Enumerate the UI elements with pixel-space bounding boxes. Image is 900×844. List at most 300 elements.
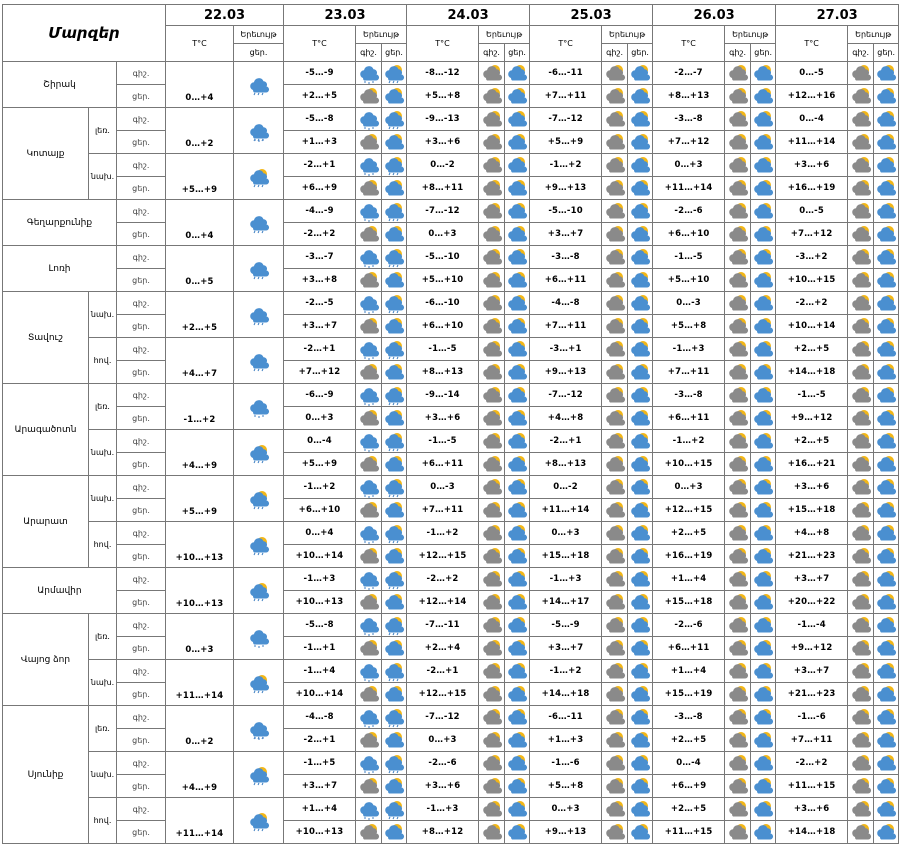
sun-cloud-icon (383, 545, 405, 567)
tod-day-header: ցեր. (382, 44, 407, 62)
grey-cloud-icon (358, 821, 380, 843)
snow-cloud-icon (358, 522, 380, 544)
sun-cloud-icon (629, 407, 651, 429)
temp-value: +9…+12 (776, 407, 848, 430)
temp-value: +10…+14 (284, 683, 356, 706)
sun-cloud-icon (506, 361, 528, 383)
sun-cloud-icon (629, 683, 651, 705)
tod-day-label: ցեր. (117, 269, 166, 292)
grey-cloud-icon (481, 430, 503, 452)
temp-value: -7…-11 (407, 614, 479, 637)
grey-cloud-icon (481, 545, 503, 567)
grey-cloud-icon (481, 522, 503, 544)
sun-rain-icon (382, 614, 407, 637)
subregion-name: լեռ. (89, 614, 117, 660)
phenomenon-column-header: Երեւույթ (848, 26, 899, 44)
sun-cloud-icon (874, 660, 899, 683)
grey-cloud-icon (604, 223, 626, 245)
grey-cloud-icon (602, 614, 628, 637)
grey-cloud-icon (725, 361, 751, 384)
sun-cloud-icon (628, 430, 653, 453)
grey-cloud-icon (479, 131, 505, 154)
sun-cloud-icon (506, 292, 528, 314)
grey-cloud-icon (356, 591, 382, 614)
sun-cloud-icon (505, 246, 530, 269)
grey-cloud-icon (602, 62, 628, 85)
sun-cloud-icon (506, 476, 528, 498)
sun-cloud-icon (629, 269, 651, 291)
sun-cloud-icon (382, 637, 407, 660)
grey-cloud-icon (725, 614, 751, 637)
sun-cloud-icon (628, 269, 653, 292)
temp-value: +12…+16 (776, 85, 848, 108)
grey-cloud-icon (479, 591, 505, 614)
sun-cloud-icon (751, 315, 776, 338)
grey-cloud-icon (727, 200, 749, 222)
grey-cloud-icon (604, 522, 626, 544)
rain-cloud-icon (234, 292, 284, 338)
grey-cloud-icon (604, 499, 626, 521)
temp-value: -1…+2 (284, 476, 356, 499)
sun-cloud-icon (628, 614, 653, 637)
grey-cloud-icon (850, 292, 872, 314)
sun-cloud-icon (383, 499, 405, 521)
grey-cloud-icon (727, 729, 749, 751)
grey-cloud-icon (479, 200, 505, 223)
grey-cloud-icon (602, 361, 628, 384)
grey-cloud-icon (481, 706, 503, 728)
sun-cloud-icon (506, 614, 528, 636)
grey-cloud-icon (848, 568, 874, 591)
temp-value: -2…+2 (284, 223, 356, 246)
temp-value: -7…-12 (530, 384, 602, 407)
tod-night-header: գիշ. (848, 44, 874, 62)
sleet-cloud-icon (234, 108, 284, 154)
grey-cloud-icon (604, 269, 626, 291)
grey-cloud-icon (358, 545, 380, 567)
subregion-name: նախ. (89, 660, 117, 706)
temp-value: -4…-8 (284, 706, 356, 729)
sun-cloud-icon (875, 637, 897, 659)
grey-cloud-icon (602, 85, 628, 108)
grey-cloud-icon (725, 384, 751, 407)
sun-rain-icon (383, 338, 405, 360)
sun-cloud-icon (505, 706, 530, 729)
grey-cloud-icon (604, 338, 626, 360)
sun-cloud-icon (751, 568, 776, 591)
snow-cloud-icon (358, 338, 380, 360)
snow-cloud-icon (356, 752, 382, 775)
sleet-cloud-icon (234, 706, 284, 752)
grey-cloud-icon (602, 476, 628, 499)
grey-cloud-icon (479, 384, 505, 407)
snow-cloud-icon (356, 568, 382, 591)
temp-value: +2…+5 (653, 729, 725, 752)
sun-cloud-icon (628, 62, 653, 85)
sun-cloud-icon (752, 223, 774, 245)
temp-value: 0…+3 (530, 522, 602, 545)
sun-cloud-icon (628, 775, 653, 798)
sun-cloud-icon (505, 545, 530, 568)
temp-value: +6…+10 (407, 315, 479, 338)
sun-cloud-icon (506, 154, 528, 176)
tod-night-label: գիշ. (117, 430, 166, 453)
date-header: 27.03 (776, 5, 899, 26)
regions-header: Մարզեր (3, 5, 166, 62)
sun-cloud-icon (628, 200, 653, 223)
temp-value: 0…+2 (166, 108, 234, 154)
grey-cloud-icon (850, 752, 872, 774)
temp-value: 0…+3 (530, 798, 602, 821)
sun-cloud-icon (628, 223, 653, 246)
sun-cloud-icon (506, 62, 528, 84)
grey-cloud-icon (850, 223, 872, 245)
tod-night-header: գիշ. (479, 44, 505, 62)
grey-cloud-icon (479, 775, 505, 798)
grey-cloud-icon (479, 85, 505, 108)
sun-cloud-icon (875, 614, 897, 636)
grey-cloud-icon (848, 660, 874, 683)
temp-value: -3…-8 (653, 706, 725, 729)
sun-cloud-icon (629, 821, 651, 843)
grey-cloud-icon (604, 568, 626, 590)
sun-rain-icon (382, 154, 407, 177)
tod-day-label: ցեր. (117, 407, 166, 430)
grey-cloud-icon (725, 407, 751, 430)
sun-rain-icon (383, 62, 405, 84)
grey-cloud-icon (725, 85, 751, 108)
sun-cloud-icon (875, 384, 897, 406)
temp-value: -3…-8 (653, 384, 725, 407)
temp-value: 0…-4 (284, 430, 356, 453)
sun-rain-icon (383, 108, 405, 130)
sun-cloud-icon (506, 338, 528, 360)
grey-cloud-icon (481, 85, 503, 107)
sun-cloud-icon (506, 706, 528, 728)
sun-cloud-icon (382, 545, 407, 568)
sun-cloud-icon (752, 614, 774, 636)
sun-cloud-icon (382, 85, 407, 108)
grey-cloud-icon (481, 131, 503, 153)
region-name: Արմավիր (3, 568, 117, 614)
sun-cloud-icon (383, 361, 405, 383)
tod-night-label: գիշ. (117, 200, 166, 223)
sun-cloud-icon (875, 706, 897, 728)
sun-rain-icon (383, 568, 405, 590)
snow-cloud-icon (358, 706, 380, 728)
temp-value: -2…-6 (653, 614, 725, 637)
sun-cloud-icon (506, 660, 528, 682)
sun-cloud-icon (874, 85, 899, 108)
snow-cloud-icon (358, 62, 380, 84)
tod-day-label: ցեր. (117, 453, 166, 476)
sun-cloud-icon (629, 200, 651, 222)
temp-value: -1…+1 (284, 637, 356, 660)
subregion-name: հով. (89, 338, 117, 384)
grey-cloud-icon (358, 407, 380, 429)
grey-cloud-icon (602, 108, 628, 131)
phenomenon-column-header: Երեւույթ (356, 26, 407, 44)
sun-cloud-icon (505, 269, 530, 292)
temp-value: -3…+1 (530, 338, 602, 361)
sun-cloud-icon (751, 177, 776, 200)
sun-cloud-icon (874, 223, 899, 246)
sun-cloud-icon (628, 131, 653, 154)
temp-value: +5…+9 (284, 453, 356, 476)
sun-rain-icon (382, 292, 407, 315)
temp-value: +15…+18 (530, 545, 602, 568)
sun-cloud-icon (505, 499, 530, 522)
grey-cloud-icon (727, 453, 749, 475)
grey-cloud-icon (481, 637, 503, 659)
grey-cloud-icon (479, 292, 505, 315)
temp-value: 0…-2 (407, 154, 479, 177)
temp-value: +5…+9 (166, 476, 234, 522)
region-name: Արարատ (3, 476, 89, 568)
sun-cloud-icon (629, 384, 651, 406)
grey-cloud-icon (727, 706, 749, 728)
temp-value: +10…+14 (284, 545, 356, 568)
temp-value: +3…+6 (407, 775, 479, 798)
temp-column-header: T°C (166, 26, 234, 62)
grey-cloud-icon (604, 476, 626, 498)
grey-cloud-icon (850, 798, 872, 820)
tod-night-label: գիշ. (117, 798, 166, 821)
sun-cloud-icon (505, 568, 530, 591)
sun-cloud-icon (751, 545, 776, 568)
grey-cloud-icon (848, 154, 874, 177)
temp-column-header: T°C (407, 26, 479, 62)
sun-cloud-icon (752, 775, 774, 797)
snow-cloud-icon (358, 798, 380, 820)
sun-cloud-icon (875, 338, 897, 360)
grey-cloud-icon (848, 453, 874, 476)
grey-cloud-icon (850, 476, 872, 498)
sun-cloud-icon (506, 499, 528, 521)
sun-cloud-icon (752, 798, 774, 820)
sun-cloud-icon (875, 154, 897, 176)
sun-cloud-icon (874, 154, 899, 177)
temp-value: +12…+14 (407, 591, 479, 614)
tod-day-label: ցեր. (117, 85, 166, 108)
grey-cloud-icon (725, 522, 751, 545)
sun-cloud-icon (628, 292, 653, 315)
sun-cloud-icon (874, 568, 899, 591)
sun-cloud-icon (875, 499, 897, 521)
temp-value: -5…-9 (284, 62, 356, 85)
grey-cloud-icon (604, 200, 626, 222)
grey-cloud-icon (727, 568, 749, 590)
temp-value: +5…+9 (530, 131, 602, 154)
region-name: Վայոց ձոր (3, 614, 89, 706)
snow-cloud-icon (356, 614, 382, 637)
temp-value: -1…-5 (407, 338, 479, 361)
rain-cloud-icon (234, 338, 284, 384)
sun-cloud-icon (382, 361, 407, 384)
snow-cloud-icon (356, 660, 382, 683)
temp-value: +16…+21 (776, 453, 848, 476)
snow-cloud-icon (356, 246, 382, 269)
sun-cloud-icon (875, 821, 897, 843)
rain-cloud-icon (234, 200, 284, 246)
temp-value: +5…+10 (653, 269, 725, 292)
sun-cloud-icon (752, 545, 774, 567)
temp-value: +11…+14 (776, 131, 848, 154)
sun-cloud-icon (874, 177, 899, 200)
sun-cloud-icon (751, 108, 776, 131)
tod-night-label: գիշ. (117, 614, 166, 637)
temp-value: +2…+5 (653, 522, 725, 545)
sun-rain-icon (382, 752, 407, 775)
sun-cloud-icon (383, 315, 405, 337)
sun-cloud-icon (874, 292, 899, 315)
grey-cloud-icon (850, 729, 872, 751)
sun-cloud-icon (752, 453, 774, 475)
sun-rain-icon (382, 522, 407, 545)
sun-cloud-icon (874, 453, 899, 476)
grey-cloud-icon (725, 315, 751, 338)
sun-cloud-icon (383, 821, 405, 843)
sun-cloud-icon (751, 522, 776, 545)
snow-cloud-icon (358, 614, 380, 636)
sun-cloud-icon (382, 223, 407, 246)
temp-value: -2…+2 (776, 752, 848, 775)
subregion-name: նախ. (89, 430, 117, 476)
grey-cloud-icon (727, 775, 749, 797)
sun-rain-icon (382, 660, 407, 683)
grey-cloud-icon (602, 706, 628, 729)
temp-value: +7…+11 (530, 85, 602, 108)
sun-rain-icon (234, 798, 284, 844)
sun-cloud-icon (506, 683, 528, 705)
grey-cloud-icon (725, 729, 751, 752)
temp-value: +16…+19 (653, 545, 725, 568)
grey-cloud-icon (602, 499, 628, 522)
sun-cloud-icon (874, 798, 899, 821)
sun-cloud-icon (506, 729, 528, 751)
grey-cloud-icon (727, 154, 749, 176)
grey-cloud-icon (602, 131, 628, 154)
snow-cloud-icon (356, 200, 382, 223)
temp-value: 0…-5 (776, 200, 848, 223)
temp-value: +11…+14 (530, 499, 602, 522)
grey-cloud-icon (358, 315, 380, 337)
temp-value: +8…+13 (653, 85, 725, 108)
sun-cloud-icon (628, 476, 653, 499)
sun-cloud-icon (752, 729, 774, 751)
grey-cloud-icon (479, 453, 505, 476)
sun-rain-icon (382, 568, 407, 591)
sun-rain-icon (383, 660, 405, 682)
grey-cloud-icon (725, 200, 751, 223)
sun-cloud-icon (505, 798, 530, 821)
region-name: Կոտայք (3, 108, 89, 200)
sun-cloud-icon (506, 591, 528, 613)
grey-cloud-icon (725, 62, 751, 85)
subregion-name: նախ. (89, 292, 117, 338)
sun-cloud-icon (875, 315, 897, 337)
sun-cloud-icon (751, 775, 776, 798)
grey-cloud-icon (602, 338, 628, 361)
grey-cloud-icon (602, 177, 628, 200)
grey-cloud-icon (850, 430, 872, 452)
sun-cloud-icon (875, 798, 897, 820)
grey-cloud-icon (848, 177, 874, 200)
tod-night-label: գիշ. (117, 476, 166, 499)
grey-cloud-icon (356, 545, 382, 568)
grey-cloud-icon (850, 62, 872, 84)
temp-value: +9…+13 (530, 177, 602, 200)
grey-cloud-icon (850, 338, 872, 360)
temp-value: +3…+6 (407, 407, 479, 430)
grey-cloud-icon (479, 223, 505, 246)
temp-value: +7…+11 (407, 499, 479, 522)
grey-cloud-icon (356, 453, 382, 476)
snow-cloud-icon (358, 154, 380, 176)
grey-cloud-icon (848, 752, 874, 775)
temp-value: +3…+7 (530, 223, 602, 246)
temp-value: -3…-7 (284, 246, 356, 269)
temp-value: +9…+12 (776, 637, 848, 660)
sun-cloud-icon (875, 752, 897, 774)
snow-cloud-icon (356, 154, 382, 177)
grey-cloud-icon (850, 775, 872, 797)
grey-cloud-icon (604, 154, 626, 176)
temp-value: 0…-3 (407, 476, 479, 499)
grey-cloud-icon (727, 499, 749, 521)
sun-cloud-icon (875, 361, 897, 383)
rain-cloud-icon (248, 304, 270, 326)
snow-cloud-icon (248, 396, 270, 418)
temp-value: -6…-10 (407, 292, 479, 315)
sun-cloud-icon (505, 223, 530, 246)
sun-cloud-icon (629, 637, 651, 659)
sun-cloud-icon (383, 683, 405, 705)
sun-cloud-icon (628, 545, 653, 568)
sun-cloud-icon (752, 430, 774, 452)
temp-value: +20…+22 (776, 591, 848, 614)
subregion-name: նախ. (89, 476, 117, 522)
grey-cloud-icon (481, 453, 503, 475)
sun-cloud-icon (505, 775, 530, 798)
region-name: Գեղարքունիք (3, 200, 117, 246)
sun-cloud-icon (506, 430, 528, 452)
date-header: 25.03 (530, 5, 653, 26)
sun-cloud-icon (751, 798, 776, 821)
grey-cloud-icon (604, 430, 626, 452)
sun-cloud-icon (752, 338, 774, 360)
grey-cloud-icon (725, 246, 751, 269)
temp-value: +21…+23 (776, 545, 848, 568)
grey-cloud-icon (602, 154, 628, 177)
tod-day-label: ցեր. (117, 177, 166, 200)
sun-cloud-icon (629, 476, 651, 498)
temp-value: 0…-2 (530, 476, 602, 499)
sun-cloud-icon (382, 729, 407, 752)
grey-cloud-icon (481, 568, 503, 590)
sun-cloud-icon (874, 545, 899, 568)
temp-value: -1…+3 (530, 568, 602, 591)
grey-cloud-icon (848, 338, 874, 361)
temp-value: -5…-8 (284, 614, 356, 637)
temp-value: +10…+15 (776, 269, 848, 292)
sun-cloud-icon (629, 338, 651, 360)
temp-value: -9…-13 (407, 108, 479, 131)
sun-cloud-icon (628, 177, 653, 200)
sun-cloud-icon (874, 729, 899, 752)
sun-rain-icon (383, 614, 405, 636)
grey-cloud-icon (481, 683, 503, 705)
